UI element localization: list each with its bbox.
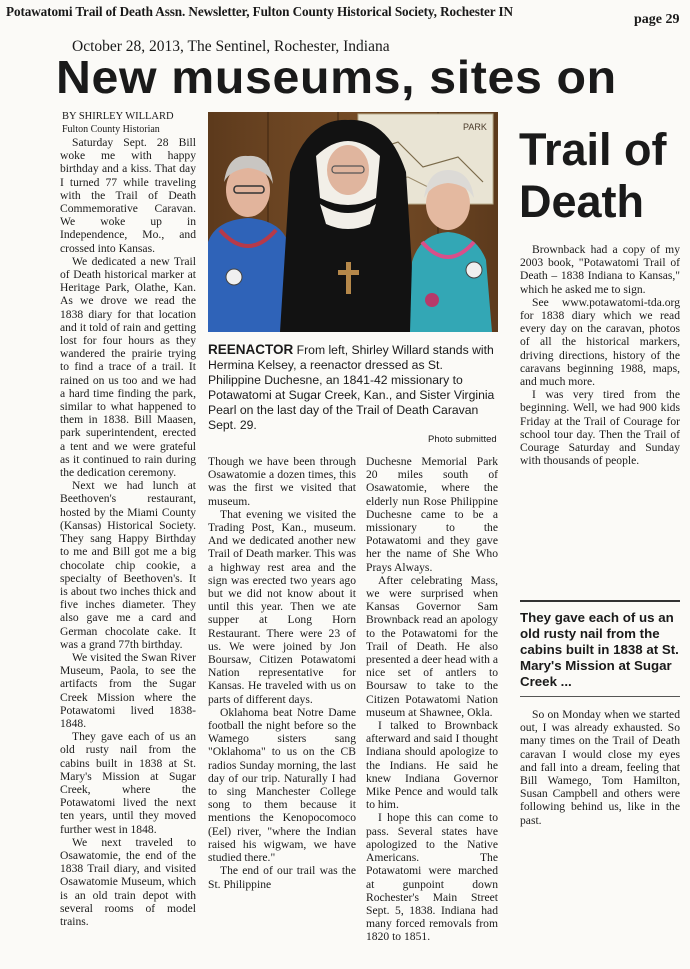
page-number: page 29 xyxy=(634,12,680,27)
paragraph: Duchesne Memorial Park 20 miles south of Osawatomie, where the elderly nun Rose Philippine Duchesne came to be a missionary to the Potawatomi and they gave her the name of She Who Prays Always. xyxy=(366,455,498,574)
photo-caption xyxy=(208,342,498,433)
headline-line-1: New museums, sites on xyxy=(56,51,617,103)
paragraph: I hope this can come to pass. Several states have apologized to the Native Americans. The Potawatomi were marched at gunpoint down Rochester's Main Street Sept. 5, 1838. Indiana had many forced removals from 1820 to 1851. xyxy=(366,811,498,944)
paragraph: See www.potawatomi-tda.org for 1838 diary which we read every day on the caravan, photos of all the historical markers, driving directions, history of the caravans beginning 1988, maps, and much more. xyxy=(520,295,680,389)
paragraph: Though we have been through Osawatomie a dozen times, this was the first we visited that museum. xyxy=(208,455,356,508)
headline-line-2 xyxy=(519,124,684,228)
photo-illustration xyxy=(208,112,498,332)
paragraph: They gave each of us an old rusty nail from the cabins built in 1838 at St. Mary's Mission at Sugar Creek, where the Potawatomi lived the next ten years, until they moved further west in 1848. xyxy=(60,730,196,836)
article-column-4-top xyxy=(520,243,680,596)
pull-quote-rule xyxy=(520,696,680,697)
paragraph: So on Monday when we started out, I was already exhausted. So many times on the Trail of Death caravan I would close my eyes and fall into a dream, feeling that Bill Wamego, Tom Hamilton, Susan Campbell and others were following behind us, like in the past. xyxy=(520,708,680,827)
newsletter-header: Potawatomi Trail of Death Assn. Newsletter, Fulton County Historical Society, Rochester IN xyxy=(6,4,513,19)
article-dateline: October 28, 2013, The Sentinel, Rochester, Indiana xyxy=(72,38,390,55)
paragraph: We next traveled to Osawatomie, the end of the 1838 Trail diary, and visited Osawatomie Museum, which is an old train depot with several rooms of model trains. xyxy=(60,835,196,928)
photo-credit: Photo submitted xyxy=(428,434,497,445)
paragraph: After celebrating Mass, we were surprised when Kansas Governor Sam Brownback read an apology to the Potawatomi for the Trail of Death. He also presented a deer head with a nice set of antlers to Boursaw to take to the Citizen Potawatomi Nation museum at Shawnee, Okla. xyxy=(366,573,498,719)
paragraph: That evening we visited the Trading Post, Kan., museum. And we dedicated another new Trail of Death marker. This was a highway rest area and the sign was erected two years ago but we did not know about it until this year. Then we ate supper at Long Horn Restaurant. There were 23 of us. We were joined by Jon Boursaw, Citizen Potawatomi Nation representative for Kansas. He traveled with us on parts of different days. xyxy=(208,507,356,706)
paragraph: We visited the Swan River Museum, Paola, to see the artifacts from the Sugar Creek Mission where the Potawatomi lived 1838-1848. xyxy=(60,650,196,730)
byline-title: Fulton County Historian xyxy=(62,124,160,135)
caption-kicker: REENACTOR xyxy=(208,342,294,357)
byline-author: BY SHIRLEY WILLARD xyxy=(62,111,174,122)
article-column-1 xyxy=(60,136,196,968)
paragraph: Saturday Sept. 28 Bill woke me with happy birthday and a kiss. That day I turned 77 while traveling with the Trail of Death Commemorative Caravan. We woke up in Independence, Mo., and crossed into Kansas. xyxy=(60,136,196,255)
headline-line-2-text: Trail of Death xyxy=(519,124,667,227)
paragraph: I was very tired from the beginning. Well, we had 900 kids Friday at the Trail of Courage for school tour day. Then the Trail of Courage Saturday and Sunday with thousands of people. xyxy=(520,388,680,468)
caption-text: From left, Shirley Willard stands with Hermina Kelsey, a reenactor dressed as St. Philippine Duchesne, an 1841-42 missionary to Potawatomi at Sugar Creek, Kan., and Sister Virginia Pearl on the last day of the Trail of Death Caravan Sept. 29. xyxy=(208,343,495,432)
sign-text: PARK xyxy=(463,122,487,132)
article-column-2 xyxy=(208,455,356,967)
paragraph: I talked to Brownback afterward and said I thought Indiana should apologize to the Indians. He said he knew Indiana Governor Mike Pence and would talk to him. xyxy=(366,719,498,812)
pull-quote: They gave each of us an old rusty nail from the cabins built in 1838 at St. Mary's Mission at Sugar Creek ... xyxy=(520,600,680,690)
article-column-4-bottom xyxy=(520,708,680,958)
byline xyxy=(62,110,174,136)
article-column-3 xyxy=(366,455,498,967)
reenactor-photo xyxy=(208,112,498,332)
paragraph: Next we had lunch at Beethoven's restaurant, hosted by the Miami County (Kansas) Historical Society. They sang Happy Birthday to me and Bill got me a big chocolate chip cookie, a specialty of Beethoven's. It is about two inches thick and five inches diameter. They also gave me a card and German chocolate cake. It was a grand 77th birthday. xyxy=(60,479,196,651)
paragraph: Oklahoma beat Notre Dame football the night before so the Wamego sisters sang "Oklahoma" to us on the CB radios Sunday morning, the last day of our trip. Naturally I had to sing Manchester College song to them because it mentions the Kenopocomoco (Eel) river, "where the Indian raised his wigwam, we have studied there." xyxy=(208,705,356,865)
paragraph: The end of our trail was the St. Philippine xyxy=(208,864,356,891)
paragraph: Brownback had a copy of my 2003 book, "Potawatomi Trail of Death – 1838 Indiana to Kansas," which he asked me to sign. xyxy=(520,243,680,296)
paragraph: We dedicated a new Trail of Death historical marker at Heritage Park, Olathe, Kan. As we drove we read the 1838 diary for that location and it told of rain and getting lost for four hours as they wandered the prairie trying to find a trace of a trail. It rained on us too and we had a hard time finding the park, similar to what happened to them in 1838. Bill Maasen, park superintendent, erected a tent and we were grateful as it continued to rain during the dedication ceremony. xyxy=(60,254,196,480)
